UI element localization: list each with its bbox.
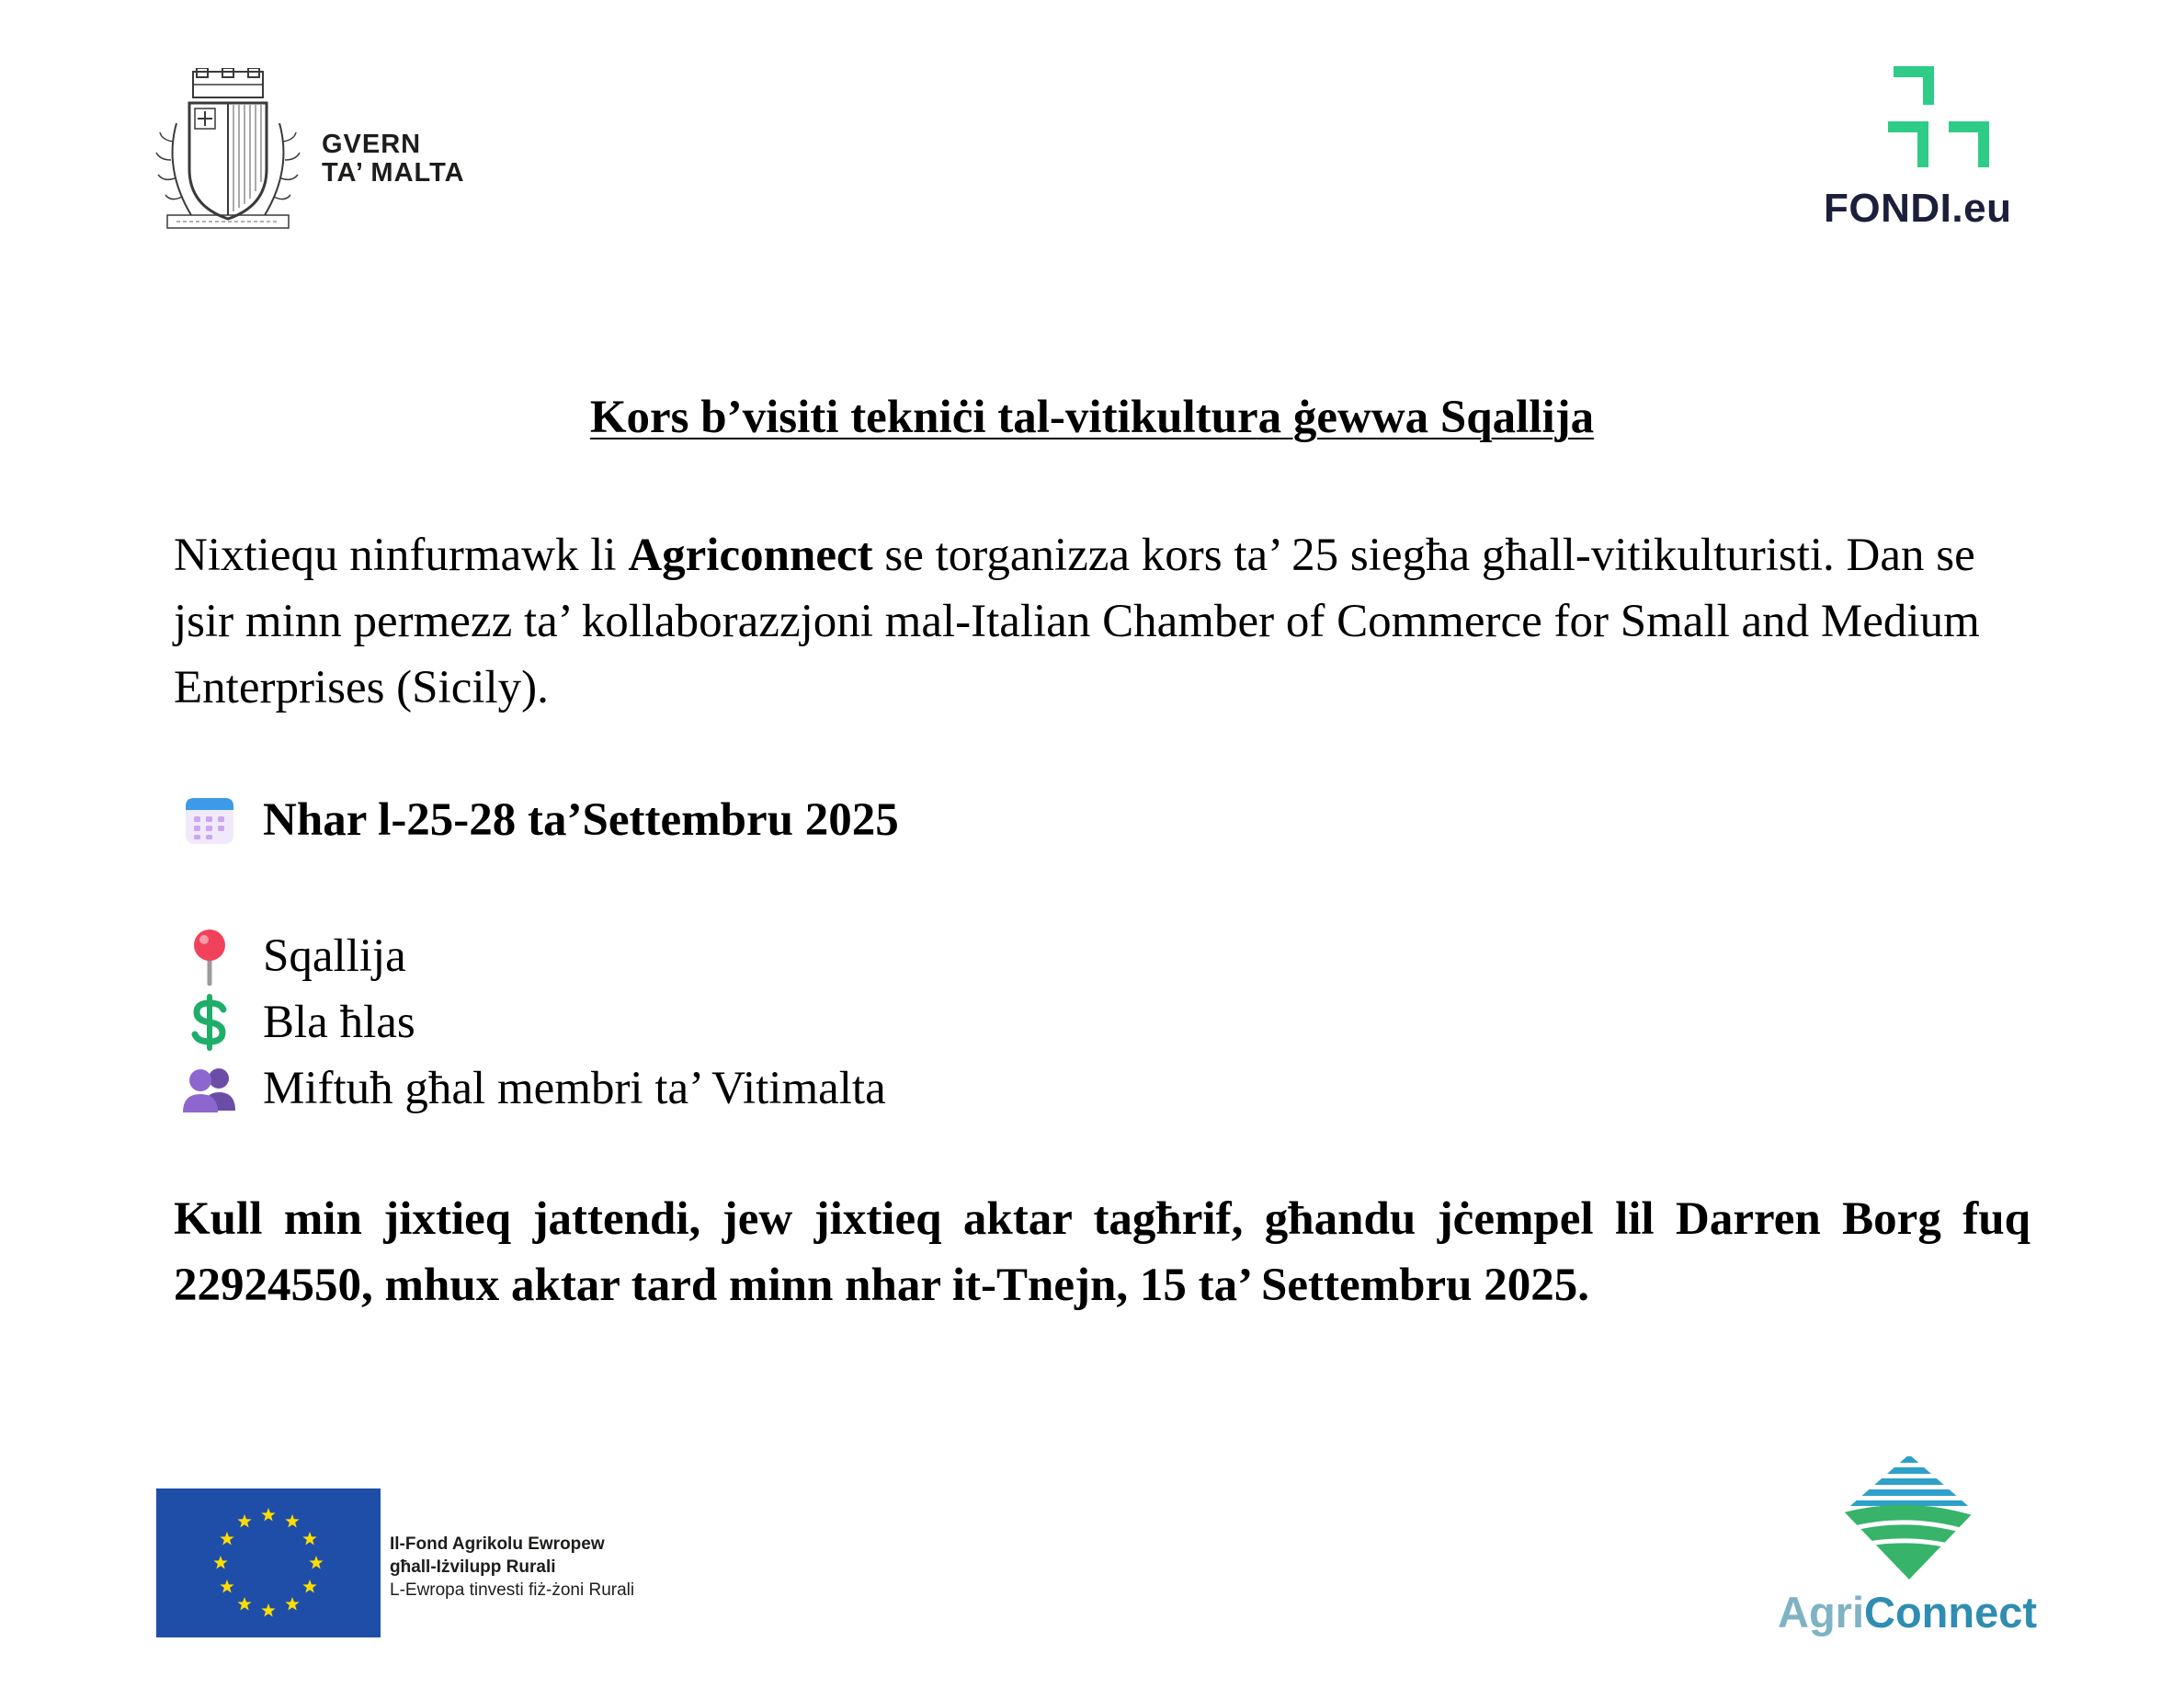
agriconnect-wordmark-part-2: Connect	[1864, 1588, 2037, 1637]
government-name-line-1: GVERN	[322, 130, 422, 159]
event-date-row	[180, 787, 899, 853]
event-date: Nhar l-25-28 ta’Settembru 2025	[263, 794, 899, 846]
event-cost-row	[180, 989, 415, 1055]
fondi-eu-logo	[1809, 66, 2030, 241]
eafrd-funding-block	[156, 1488, 671, 1637]
agriconnect-logo	[1765, 1453, 2050, 1646]
organiser-name: Agriconnect	[628, 530, 873, 581]
event-eligibility: Miftuħ għal membri ta’ Vitimalta	[263, 1063, 886, 1114]
event-location: Sqallija	[263, 930, 406, 982]
event-location-row	[180, 923, 406, 989]
calendar-icon	[180, 791, 239, 850]
malta-coat-of-arms-icon	[154, 68, 301, 234]
event-eligibility-row	[180, 1055, 886, 1122]
fondi-eu-wordmark: FONDI.eu	[1824, 186, 2012, 231]
government-name	[322, 131, 465, 188]
eafrd-line-3: L-Ewropa tinvesti fiż-żoni Rurali	[390, 1580, 635, 1600]
intro-paragraph	[174, 522, 2030, 721]
dollar-icon	[180, 993, 239, 1052]
government-name-line-2: TA’ MALTA	[322, 158, 465, 188]
fondi-arrows-icon	[1888, 66, 1996, 169]
eafrd-line-1: Il-Fond Agrikolu Ewropew	[390, 1534, 605, 1554]
eafrd-text	[390, 1533, 634, 1602]
agriconnect-wordmark-part-1: Agri	[1778, 1588, 1864, 1637]
government-of-malta-logo	[154, 68, 522, 234]
eu-flag-icon	[156, 1488, 381, 1637]
agriconnect-wordmark	[1765, 1587, 2050, 1637]
intro-text-before: Nixtiequ ninfurmawk li	[174, 530, 629, 581]
intro-text-after: se torganizza kors ta’ 25 siegħa għall-vitikulturisti. Dan se jsir minn permezz ta’ kollaborazzjoni mal-Italian Chamber of Commerce for Small and Medium Enterprises (Sicily).	[174, 530, 1980, 713]
contact-paragraph: Kull min jixtieq jattendi, jew jixtieq aktar tagħrif, għandu jċempel lil Darren Borg fuq 22924550, mhux aktar tard minn nhar it-Tnejn, 15 ta’ Settembru 2025.	[174, 1193, 2030, 1311]
event-cost: Bla ħlas	[263, 997, 415, 1048]
map-pin-icon	[180, 927, 239, 986]
eafrd-line-2: għall-Iżvilupp Rurali	[390, 1557, 556, 1577]
people-icon	[180, 1059, 239, 1118]
announcement-title: Kors b’visiti tekniċi tal-vitikultura ġewwa Sqallija	[589, 392, 1595, 443]
agriconnect-diamond-icon	[1840, 1453, 1978, 1581]
